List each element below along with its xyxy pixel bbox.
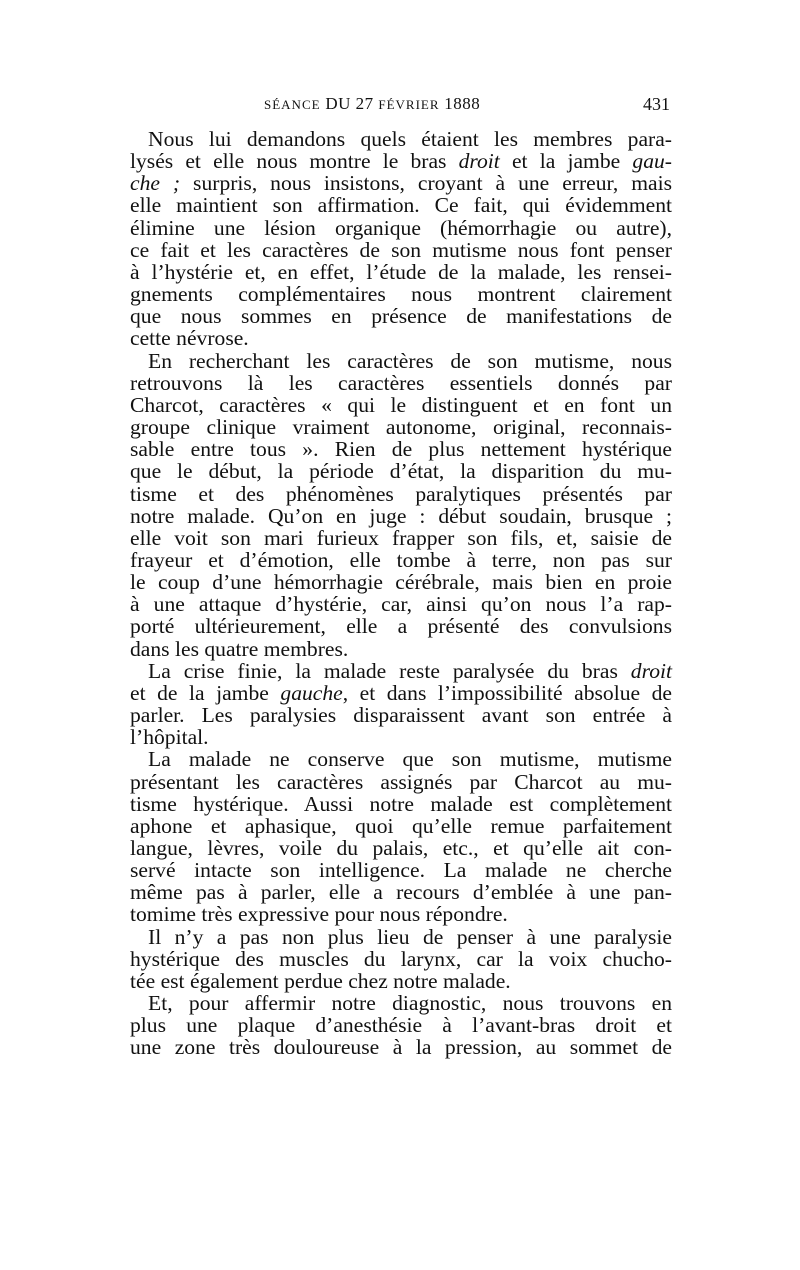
text-line — [130, 815, 672, 837]
text-line — [130, 172, 672, 194]
text-line — [130, 859, 672, 881]
text-run: Il n’y a pas non plus lieu de penser à une paralysie — [148, 924, 672, 949]
text-run: et de la jambe — [130, 680, 281, 705]
text-line — [130, 948, 672, 970]
text-run: tomime très expressive pour nous répondre. — [130, 902, 508, 927]
text-line — [130, 283, 672, 305]
text-run: elle voit son mari furieux frapper son fils, et, saisie de — [130, 525, 672, 550]
text-line — [130, 350, 672, 372]
text-run: le coup d’une hémorrhagie cérébrale, mais bien en proie — [130, 570, 672, 595]
text-line — [130, 261, 672, 283]
text-run: surpris, nous insistons, croyant à une erreur, mais — [180, 171, 672, 196]
body-text — [130, 128, 672, 1059]
text-run: et la jambe — [499, 149, 633, 174]
text-run: langue, lèvres, voile du palais, etc., et qu’elle ait con- — [130, 836, 672, 860]
paragraph — [130, 748, 672, 925]
text-line — [130, 571, 672, 593]
paragraph — [130, 660, 672, 749]
text-line — [130, 615, 672, 637]
text-line — [130, 1014, 672, 1036]
text-line — [130, 970, 672, 992]
text-line — [130, 748, 672, 770]
text-line — [130, 549, 672, 571]
text-run: dans les quatre membres. — [130, 636, 349, 661]
text-run: Et, pour affermir notre diagnostic, nous trouvons en — [148, 991, 672, 1016]
text-run: notre malade. Qu’on en juge : début soudain, brusque ; — [130, 503, 672, 528]
running-head — [264, 94, 480, 114]
text-run: gnements complémentaires nous montrent clairement — [130, 282, 672, 307]
text-run: lysés et elle nous montre le bras — [130, 149, 459, 174]
text-line — [130, 593, 672, 615]
text-run: à une attaque d’hystérie, car, ainsi qu’on nous l’a rap- — [130, 592, 672, 617]
text-run: La crise finie, la malade reste paralysée du bras — [148, 658, 631, 683]
text-line — [130, 660, 672, 682]
text-run: tisme et des phénomènes paralytiques présentés par — [130, 481, 672, 506]
running-head-month: FÉVRIER — [378, 97, 440, 112]
italic-text-run: gauche — [280, 680, 343, 705]
paragraph — [130, 992, 672, 1058]
text-line — [130, 150, 672, 172]
text-run: groupe clinique vraiment autonome, original, reconnais- — [130, 415, 672, 440]
text-run: elle maintient son affirmation. Ce fait, qui évidemment — [130, 193, 672, 218]
text-line — [130, 704, 672, 726]
text-run: tée est également perdue chez notre malade. — [130, 968, 511, 993]
text-run: sable entre tous ». Rien de plus nettement hystérique — [130, 437, 672, 462]
running-head-year: 1888 — [439, 94, 481, 113]
text-line — [130, 682, 672, 704]
text-run: retrouvons là les caractères essentiels donnés par — [130, 370, 672, 395]
text-line — [130, 638, 672, 660]
italic-text-run: gau- — [632, 149, 672, 174]
text-run: tisme hystérique. Aussi notre malade est complètement — [130, 791, 672, 816]
text-run: que le début, la période d’état, la disparition du mu- — [130, 459, 672, 484]
text-run: présentant les caractères assignés par Charcot au mu- — [130, 769, 672, 794]
text-run: ce fait et les caractères de son mutisme nous font penser — [130, 237, 672, 262]
text-run: porté ultérieurement, elle a présenté des convulsions — [130, 614, 672, 639]
running-head-word-seance: SÉANCE — [264, 97, 321, 112]
text-run: servé intacte son intelligence. La malade ne cherche — [130, 858, 672, 883]
text-run: hystérique des muscles du larynx, car la voix chucho- — [130, 946, 672, 971]
text-line — [130, 128, 672, 150]
text-line — [130, 394, 672, 416]
paragraph — [130, 350, 672, 660]
text-line — [130, 527, 672, 549]
text-line — [130, 194, 672, 216]
text-line — [130, 239, 672, 261]
text-run: même pas à parler, elle a recours d’emblée à une pan- — [130, 880, 672, 905]
text-run: La malade ne conserve que son mutisme, mutisme — [148, 747, 672, 772]
text-line — [130, 881, 672, 903]
text-line — [130, 372, 672, 394]
italic-text-run: droit — [630, 658, 672, 683]
text-line — [130, 837, 672, 859]
text-run: aphone et aphasique, quoi qu’elle remue parfaitement — [130, 813, 672, 838]
text-run: que nous sommes en présence de manifestations de — [130, 304, 672, 329]
text-line — [130, 726, 672, 748]
text-run: à l’hystérie et, en effet, l’étude de la malade, les rensei- — [130, 259, 672, 284]
text-run: une zone très douloureuse à la pression, au sommet de — [130, 1035, 672, 1060]
text-line — [130, 416, 672, 438]
paragraph — [130, 128, 672, 350]
text-run: Nous lui demandons quels étaient les membres para- — [148, 127, 672, 151]
text-line — [130, 460, 672, 482]
text-run: Charcot, caractères « qui le distinguent et en font un — [130, 392, 672, 417]
text-line — [130, 438, 672, 460]
text-line — [130, 483, 672, 505]
page-number: 431 — [643, 94, 670, 114]
text-line — [130, 1036, 672, 1058]
text-run: frayeur et d’émotion, elle tombe à terre, non pas sur — [130, 547, 672, 572]
text-line — [130, 992, 672, 1014]
text-run: En recherchant les caractères de son mutisme, nous — [148, 348, 672, 373]
text-line — [130, 903, 672, 925]
running-head-date: DU 27 — [320, 94, 379, 113]
text-line — [130, 505, 672, 527]
paragraph — [130, 926, 672, 992]
text-line — [130, 793, 672, 815]
text-run: plus une plaque d’anesthésie à l’avant-bras droit et — [130, 1013, 672, 1038]
text-line — [130, 771, 672, 793]
text-line — [130, 305, 672, 327]
text-run: , et dans l’impossibilité absolue de — [342, 680, 673, 705]
text-line — [130, 217, 672, 239]
text-run: élimine une lésion organique (hémorrhagie ou autre), — [130, 215, 672, 240]
italic-text-run: droit — [458, 149, 500, 174]
text-run: l’hôpital. — [130, 725, 209, 750]
text-line — [130, 327, 672, 349]
text-run: parler. Les paralysies disparaissent avant son entrée à — [130, 703, 672, 728]
running-header — [130, 94, 672, 120]
italic-text-run: che ; — [130, 171, 181, 196]
text-run: cette névrose. — [130, 326, 249, 351]
text-line — [130, 926, 672, 948]
